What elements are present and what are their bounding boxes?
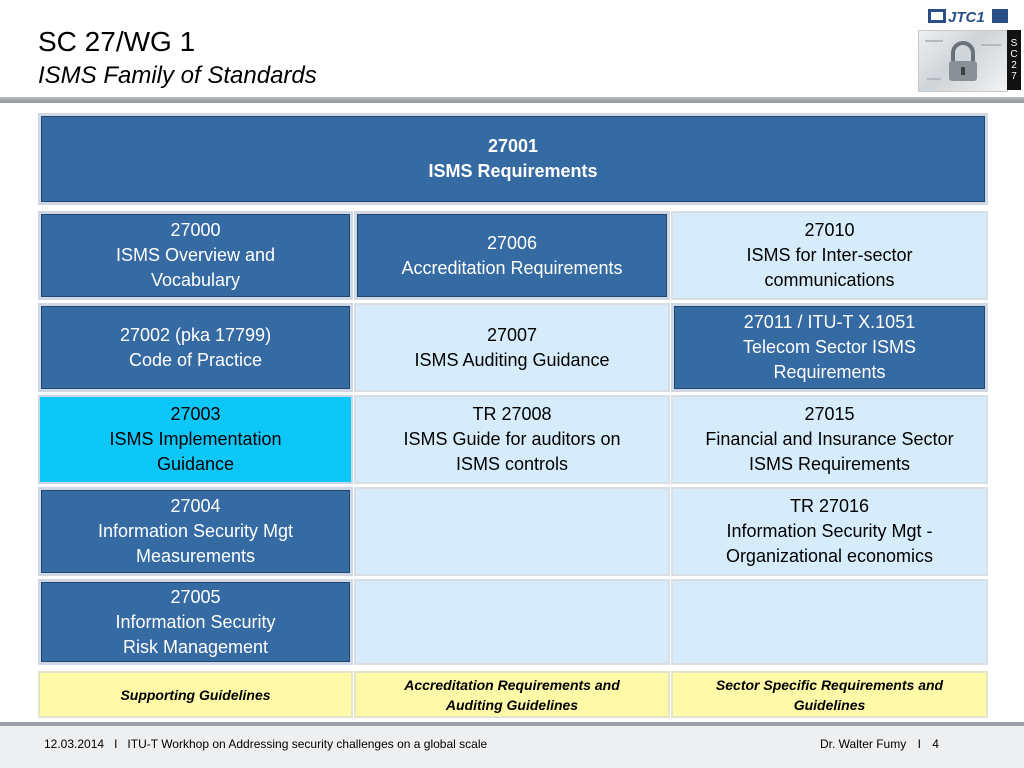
standard-box — [671, 303, 988, 392]
header-divider — [0, 97, 1024, 103]
standard-title-line: Code of Practice — [128, 349, 263, 370]
standard-title-line: communications — [764, 270, 895, 290]
standard-box — [354, 395, 670, 484]
standard-box — [671, 579, 988, 665]
category-label — [671, 671, 988, 718]
footer-right — [820, 737, 939, 751]
footer-author: Dr. Walter Fumy — [820, 737, 907, 751]
standard-box — [671, 487, 988, 576]
standard-title-line: ISMS Auditing Guidance — [414, 349, 610, 370]
standard-27001-title: ISMS Requirements — [428, 161, 598, 181]
standard-number: 27000 — [170, 220, 221, 240]
standard-title-line: ISMS controls — [455, 454, 569, 474]
standard-title-line: Organizational economics — [725, 546, 934, 566]
page-subtitle: ISMS Family of Standards — [38, 62, 317, 89]
standard-box — [38, 579, 353, 665]
standard-number: TR 27008 — [472, 404, 552, 424]
footer-date: 12.03.2014 — [44, 737, 105, 751]
standard-title-line: Telecom Sector ISMS — [742, 337, 917, 357]
sc27-badge-letter: 2 — [1011, 60, 1017, 71]
standard-number: 27010 — [804, 220, 855, 240]
sc27-badge-letter: C — [1010, 49, 1018, 60]
category-label-line: Auditing Guidelines — [445, 696, 579, 713]
standard-number: TR 27016 — [789, 496, 870, 516]
standard-box — [354, 579, 670, 665]
category-label-line: Guidelines — [793, 696, 866, 713]
category-label-line: Sector Specific Requirements and — [715, 676, 944, 693]
standard-title-line: Information Security Mgt — [97, 521, 294, 541]
standard-title-line: Requirements — [773, 362, 886, 382]
standard-box — [354, 211, 670, 300]
category-label — [38, 671, 353, 718]
category-label-line: Supporting Guidelines — [120, 686, 271, 703]
standard-title-line: Measurements — [135, 546, 256, 566]
standard-number: 27006 — [486, 232, 538, 253]
footer-separator: I — [917, 737, 921, 751]
standard-title-line: Vocabulary — [150, 270, 241, 290]
footer-event: ITU-T Workhop on Addressing security challenges on a global scale — [127, 737, 488, 751]
padlock-icon — [919, 31, 1007, 91]
standard-title-line: Financial and Insurance Sector — [705, 429, 954, 449]
standard-number: 27005 — [170, 586, 221, 607]
standard-box — [38, 395, 353, 484]
standard-title-line: Guidance — [156, 454, 235, 474]
standard-box — [671, 211, 988, 300]
sc27-badge-letter: 7 — [1011, 71, 1017, 82]
standard-title-line: Information Security — [115, 611, 276, 632]
standard-box — [38, 487, 353, 576]
standard-title-line: Risk Management — [122, 636, 269, 657]
standard-number: 27002 (pka 17799) — [119, 324, 272, 345]
sc27-badge-letter: S — [1010, 38, 1018, 49]
page-number: 4 — [932, 737, 939, 751]
category-label-line: Accreditation Requirements and — [404, 676, 620, 693]
jtc1-logo-text: JTC1 — [948, 9, 985, 26]
sc27-badge — [1007, 30, 1021, 90]
standard-box — [38, 303, 353, 392]
standard-number: 27003 — [170, 404, 221, 424]
standard-27001-box — [38, 113, 988, 205]
standard-title-line: ISMS Implementation — [109, 429, 282, 449]
standard-box — [38, 211, 353, 300]
standard-number: 27011 / ITU-T X.1051 — [743, 312, 916, 332]
standard-27001-number: 27001 — [487, 136, 539, 156]
standard-box — [671, 395, 988, 484]
standard-number: 27004 — [170, 496, 221, 516]
padlock-image — [918, 30, 1008, 92]
category-label — [354, 671, 670, 718]
standard-box — [354, 487, 670, 576]
standard-title-line: ISMS Guide for auditors on — [403, 429, 621, 449]
standard-title-line: Information Security Mgt - — [726, 521, 933, 541]
page-title: SC 27/WG 1 — [38, 26, 196, 57]
footer-left — [44, 737, 487, 751]
standard-title-line: Accreditation Requirements — [401, 257, 623, 278]
standard-number: 27007 — [486, 324, 538, 345]
footer-separator: I — [107, 737, 125, 751]
jtc1-logo — [928, 6, 1008, 26]
standard-title-line: ISMS for Inter-sector — [746, 245, 913, 265]
standard-title-line: ISMS Overview and — [115, 245, 276, 265]
standard-number: 27015 — [804, 404, 855, 424]
standard-title-line: ISMS Requirements — [748, 454, 911, 474]
standard-box — [354, 303, 670, 392]
